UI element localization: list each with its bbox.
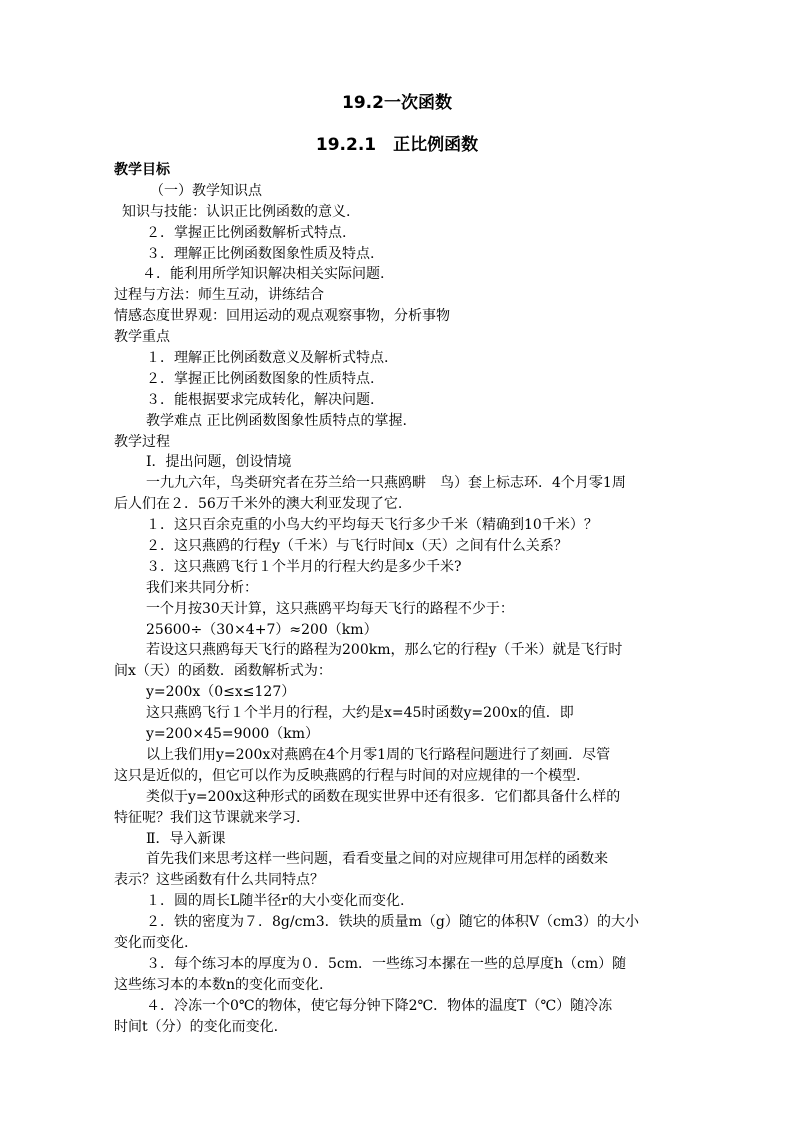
text-line: Ⅰ．提出问题，创设情境 <box>146 454 292 471</box>
section-title: 19.2.1 正比例函数 <box>315 135 479 155</box>
text-line: 情感态度世界观：回用运动的观点观察事物，分析事物 <box>114 308 450 325</box>
text-line: ４．能利用所学知识解决相关实际问题. <box>142 266 385 283</box>
text-line: ４．冷冻一个0℃的物体，使它每分钟下降2℃．物体的温度T（℃）随冷冻 <box>146 997 613 1014</box>
text-line: ３．理解正比例函数图象性质及特点. <box>146 245 375 262</box>
text-line: ２．掌握正比例函数图象的性质特点. <box>146 370 375 387</box>
text-line: 特征呢？我们这节课就来学习. <box>114 809 301 826</box>
text-line: ２．这只燕鸥的行程y（千米）与飞行时间x（天）之间有什么关系？ <box>146 538 568 555</box>
text-line: 知识与技能：认识正比例函数的意义. <box>122 203 351 220</box>
text-line: 教学难点 正比例函数图象性质特点的掌握. <box>146 412 407 429</box>
text-line: 时间t（分）的变化而变化. <box>114 1018 279 1035</box>
text-line: 教学目标 <box>114 162 170 178</box>
page-title: 19.2一次函数 <box>342 93 452 113</box>
text-line: ２．掌握正比例函数解析式特点. <box>146 224 347 241</box>
text-line: 间x（天）的函数．函数解析式为： <box>114 663 332 680</box>
text-line: y=200x（0≤x≤127） <box>146 684 296 701</box>
text-line: １．理解正比例函数意义及解析式特点. <box>146 350 389 367</box>
text-line: 教学过程 <box>114 433 170 450</box>
text-line: 若设这只燕鸥每天飞行的路程为200km，那么它的行程y（千米）就是飞行时 <box>146 642 623 659</box>
text-line: ２．铁的密度为７．8g/cm3．铁块的质量m（g）随它的体积V（cm3）的大小 <box>146 914 639 931</box>
text-line: 以上我们用y=200x对燕鸥在4个月零1周的飞行路程问题进行了刻画．尽管 <box>146 746 611 763</box>
text-line: 这些练习本的本数n的变化而变化. <box>114 976 324 993</box>
text-line: ３．每个练习本的厚度为０．5cm．一些练习本摞在一些的总厚度h（cm）随 <box>146 955 627 972</box>
text-line: 这只是近似的，但它可以作为反映燕鸥的行程与时间的对应规律的一个模型. <box>114 767 581 784</box>
text-line: 教学重点 <box>114 329 170 346</box>
text-line: ３．这只燕鸥飞行１个半月的行程大约是多少千米? <box>146 558 462 575</box>
text-line: Ⅱ．导入新课 <box>146 830 226 847</box>
text-line: １．这只百余克重的小鸟大约平均每天飞行多少千米（精确到10千米）？ <box>146 517 598 534</box>
text-line: 类似于y=200x这种形式的函数在现实世界中还有很多．它们都具备什么样的 <box>146 788 621 805</box>
text-line: 这只燕鸥飞行１个半月的行程，大约是x=45时函数y=200x的值．即 <box>146 705 574 722</box>
text-line: 首先我们来思考这样一些问题，看看变量之间的对应规律可用怎样的函数来 <box>146 851 608 868</box>
text-line: １．圆的周长L随半径r的大小变化而变化. <box>146 893 405 910</box>
text-line: y=200×45=9000（km） <box>146 726 320 743</box>
text-line: 25600÷（30×4+7）≈200（km） <box>146 621 378 638</box>
text-line: 后人们在２．56万千米外的澳大利亚发现了它. <box>114 496 403 513</box>
text-line: ３．能根据要求完成转化，解决问题. <box>146 391 375 408</box>
text-line: 一九九六年，鸟类研究者在芬兰给一只燕鸥畊 鸟）套上标志环．4个月零1周 <box>146 475 626 492</box>
text-line: 我们来共同分析： <box>146 579 258 596</box>
text-line: 表示？这些函数有什么共同特点？ <box>114 872 324 889</box>
text-line: （一）教学知识点 <box>150 182 262 199</box>
document-body <box>114 160 682 1037</box>
text-line: 一个月按30天计算，这只燕鸥平均每天飞行的路程不少于： <box>146 600 514 617</box>
text-line: 变化而变化. <box>114 934 189 951</box>
text-line: 过程与方法：师生互动，讲练结合 <box>114 287 324 304</box>
